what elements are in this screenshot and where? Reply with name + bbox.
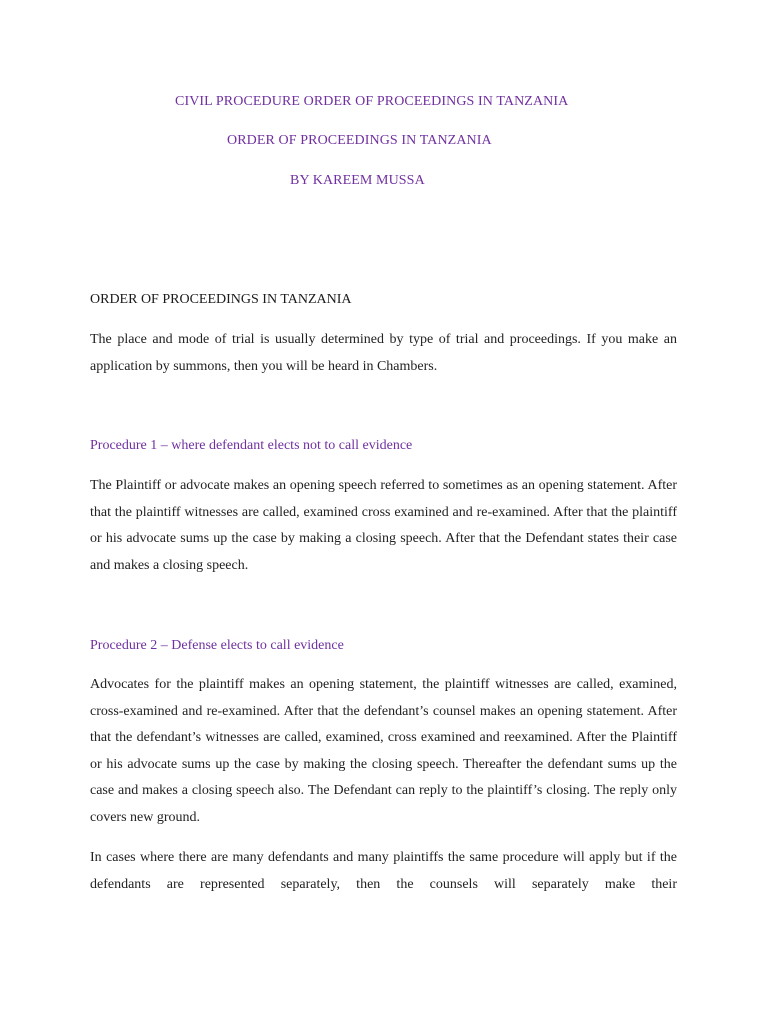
procedure-2-paragraph: Advocates for the plaintiff makes an opening statement, the plaintiff witnesses are called, examined, cross-examined and re-examined. After that the defendant’s counsel makes an opening statement. After that the defendant’s witnesses are called, examined, cross examined and reexamined. After the Plaintiff or his advocate sums up the case by making the closing speech. Thereafter the defendant sums up the case and makes a closing speech also. The Defendant can reply to the plaintiff’s closing. The reply only covers new ground.	[90, 677, 677, 825]
document-subtitle: ORDER OF PROCEEDINGS IN TANZANIA	[227, 133, 492, 148]
procedure-2-heading: Procedure 2 – Defense elects to call evidence	[90, 638, 344, 653]
section-heading: ORDER OF PROCEEDINGS IN TANZANIA	[90, 292, 352, 307]
document-author: BY KAREEM MUSSA	[290, 173, 425, 188]
procedure-1-paragraph: The Plaintiff or advocate makes an opening speech referred to sometimes as an opening statement. After that the plaintiff witnesses are called, examined cross examined and re-examined. After that the plaintiff or his advocate sums up the case by making a closing speech. After that the Defendant states their case and makes a closing speech.	[90, 478, 677, 573]
intro-paragraph: The place and mode of trial is usually determined by type of trial and proceedings. If you make an application by summons, then you will be heard in Chambers.	[90, 332, 677, 374]
procedure-2-paragraph-continued: In cases where there are many defendants and many plaintiffs the same procedure will apply but if the defendants are represented separately, then the counsels will separately make their	[90, 850, 677, 892]
procedure-1-heading: Procedure 1 – where defendant elects not to call evidence	[90, 438, 413, 453]
document-title: CIVIL PROCEDURE ORDER OF PROCEEDINGS IN TANZANIA	[175, 94, 569, 109]
